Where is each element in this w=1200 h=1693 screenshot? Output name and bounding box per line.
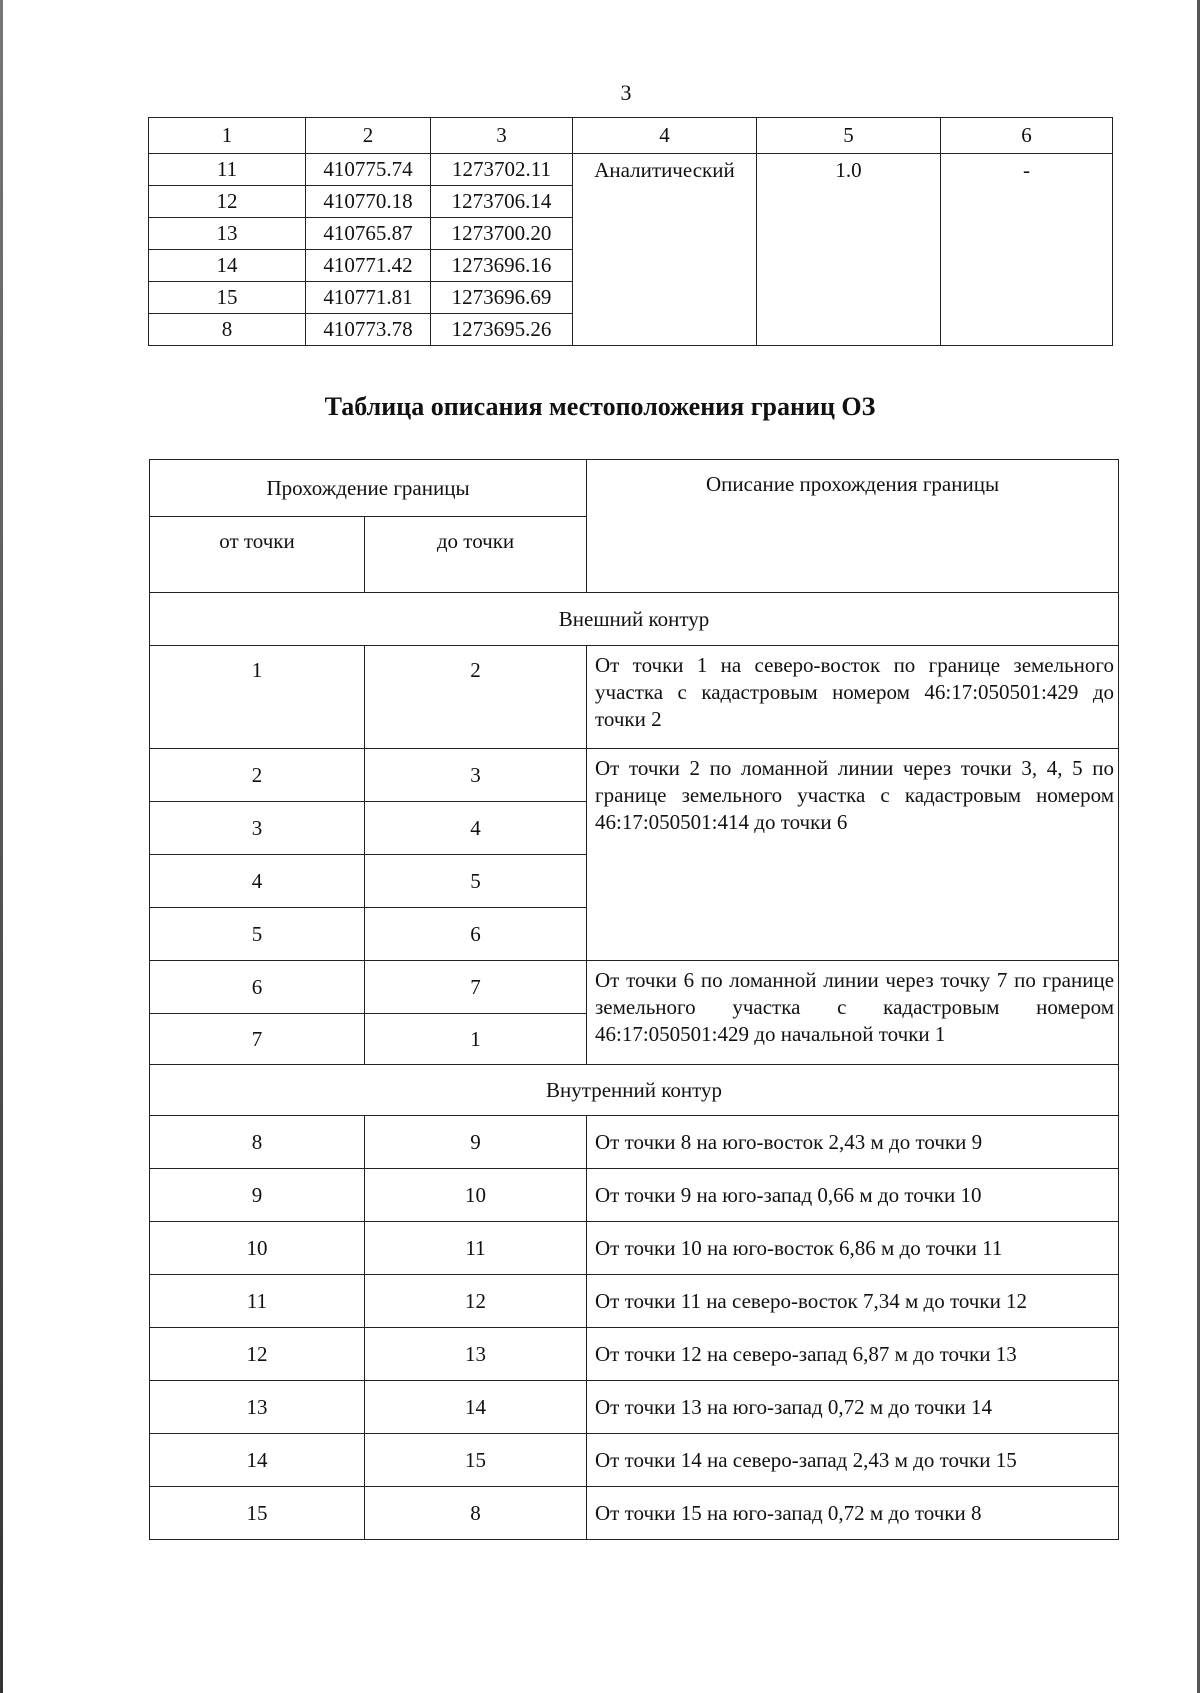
to-point: 7 [365, 961, 587, 1014]
column-header: 5 [757, 118, 941, 154]
method-cell: Аналитический [573, 154, 757, 346]
from-point: 8 [150, 1116, 365, 1169]
outer-contour-label: Внешний контур [150, 593, 1119, 646]
coordinates-table [148, 117, 1113, 346]
x-coordinate: 410773.78 [306, 314, 431, 346]
table-row [150, 1434, 1119, 1487]
point-number: 13 [149, 218, 306, 250]
description: От точки 6 по ломанной линии через точку 7 по границе земельного участка с кадастровым номером 46:17:050501:429 до начальной точки 1 [587, 961, 1119, 1065]
x-coordinate: 410775.74 [306, 154, 431, 186]
col6-cell: - [941, 154, 1113, 346]
to-point: 14 [365, 1381, 587, 1434]
to-point: 5 [365, 855, 587, 908]
section-row [150, 1065, 1119, 1116]
to-point: 6 [365, 908, 587, 961]
description: От точки 10 на юго-восток 6,86 м до точки 11 [587, 1222, 1119, 1275]
section-title: Таблица описания местоположения границ ОЗ [324, 392, 876, 421]
table-row [150, 961, 1119, 1014]
from-point: 7 [150, 1014, 365, 1065]
table-header-row [149, 118, 1113, 154]
y-coordinate: 1273700.20 [431, 218, 573, 250]
to-point: 1 [365, 1014, 587, 1065]
scan-edge [0, 0, 3, 1693]
from-point: 15 [150, 1487, 365, 1540]
table-row [150, 1116, 1119, 1169]
from-point: 13 [150, 1381, 365, 1434]
from-point: 11 [150, 1275, 365, 1328]
to-point: 13 [365, 1328, 587, 1381]
table-row [150, 1381, 1119, 1434]
description: От точки 11 на северо-восток 7,34 м до точки 12 [587, 1275, 1119, 1328]
from-point: 1 [150, 646, 365, 749]
header-from: от точки [150, 517, 365, 593]
x-coordinate: 410765.87 [306, 218, 431, 250]
page-number: 3 [620, 80, 632, 105]
point-number: 12 [149, 186, 306, 218]
table-header-row [150, 460, 1119, 517]
description: От точки 12 на северо-запад 6,87 м до точки 13 [587, 1328, 1119, 1381]
point-number: 11 [149, 154, 306, 186]
x-coordinate: 410771.81 [306, 282, 431, 314]
from-point: 2 [150, 749, 365, 802]
table-row [150, 1169, 1119, 1222]
to-point: 4 [365, 802, 587, 855]
table-row [150, 1328, 1119, 1381]
to-point: 15 [365, 1434, 587, 1487]
y-coordinate: 1273706.14 [431, 186, 573, 218]
description: От точки 2 по ломанной линии через точки 3, 4, 5 по границе земельного участка с кадастровым номером 46:17:050501:414 до точки 6 [587, 749, 1119, 961]
description: От точки 15 на юго-запад 0,72 м до точки 8 [587, 1487, 1119, 1540]
from-point: 6 [150, 961, 365, 1014]
table-row [149, 154, 1113, 186]
to-point: 10 [365, 1169, 587, 1222]
description: От точки 1 на северо-восток по границе земельного участка с кадастровым номером 46:17:050501:429 до точки 2 [587, 646, 1119, 749]
description: От точки 14 на северо-запад 2,43 м до точки 15 [587, 1434, 1119, 1487]
column-header: 1 [149, 118, 306, 154]
column-header: 2 [306, 118, 431, 154]
table-row [150, 646, 1119, 749]
header-description: Описание прохождения границы [587, 460, 1119, 593]
x-coordinate: 410771.42 [306, 250, 431, 282]
header-to: до точки [365, 517, 587, 593]
description: От точки 13 на юго-запад 0,72 м до точки 14 [587, 1381, 1119, 1434]
table-row [150, 1487, 1119, 1540]
y-coordinate: 1273696.69 [431, 282, 573, 314]
to-point: 8 [365, 1487, 587, 1540]
table-row [150, 1275, 1119, 1328]
description: От точки 9 на юго-запад 0,66 м до точки 10 [587, 1169, 1119, 1222]
boundary-description-table [149, 459, 1119, 1540]
point-number: 14 [149, 250, 306, 282]
from-point: 5 [150, 908, 365, 961]
y-coordinate: 1273695.26 [431, 314, 573, 346]
column-header: 6 [941, 118, 1113, 154]
from-point: 4 [150, 855, 365, 908]
table-row [150, 1222, 1119, 1275]
to-point: 3 [365, 749, 587, 802]
column-header: 4 [573, 118, 757, 154]
section-row [150, 593, 1119, 646]
point-number: 8 [149, 314, 306, 346]
inner-contour-label: Внутренний контур [150, 1065, 1119, 1116]
from-point: 9 [150, 1169, 365, 1222]
column-header: 3 [431, 118, 573, 154]
table-row [150, 749, 1119, 802]
header-passage: Прохождение границы [150, 460, 587, 517]
accuracy-cell: 1.0 [757, 154, 941, 346]
description: От точки 8 на юго-восток 2,43 м до точки 9 [587, 1116, 1119, 1169]
from-point: 12 [150, 1328, 365, 1381]
to-point: 11 [365, 1222, 587, 1275]
from-point: 14 [150, 1434, 365, 1487]
y-coordinate: 1273702.11 [431, 154, 573, 186]
to-point: 9 [365, 1116, 587, 1169]
y-coordinate: 1273696.16 [431, 250, 573, 282]
from-point: 10 [150, 1222, 365, 1275]
point-number: 15 [149, 282, 306, 314]
to-point: 2 [365, 646, 587, 749]
to-point: 12 [365, 1275, 587, 1328]
x-coordinate: 410770.18 [306, 186, 431, 218]
from-point: 3 [150, 802, 365, 855]
